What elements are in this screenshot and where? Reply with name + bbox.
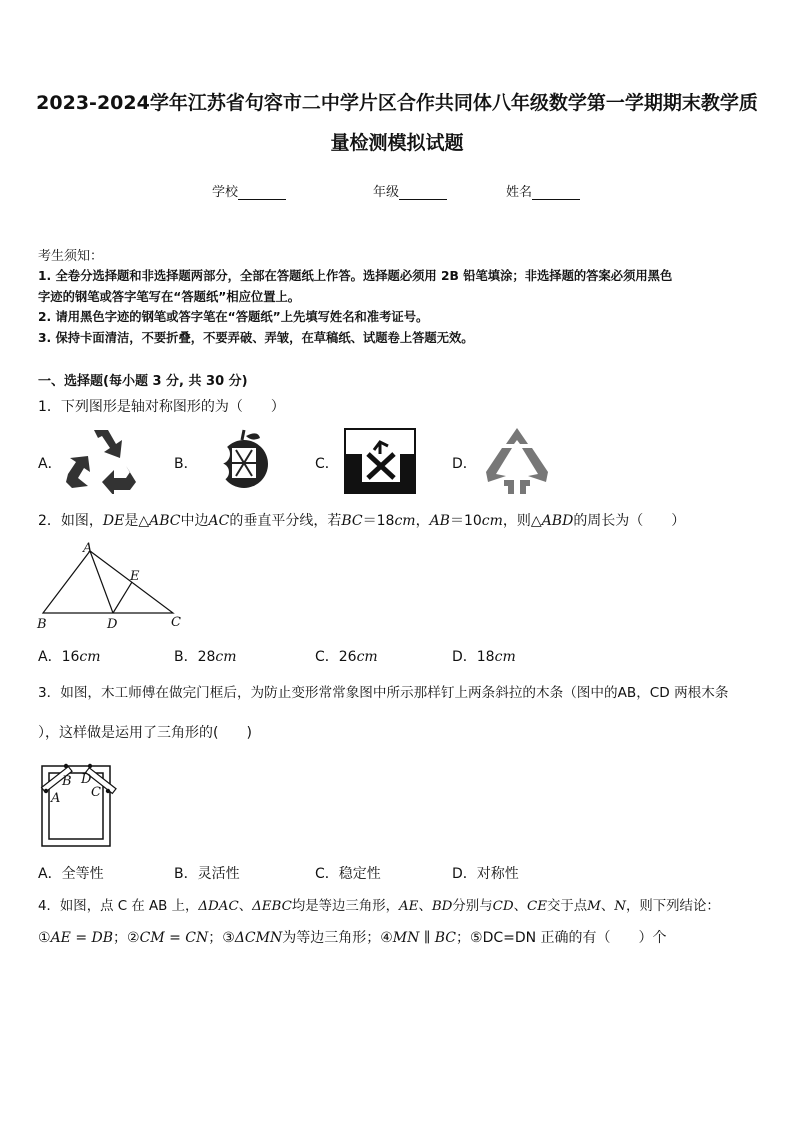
q2-stem	[38, 510, 685, 530]
q2-text: 是	[124, 513, 139, 529]
q2-value: ＝18	[362, 513, 395, 529]
eaten-apple-icon	[206, 428, 278, 494]
q2-text: ，	[415, 513, 430, 529]
triangle-arrows-logo-icon	[484, 426, 550, 496]
q2-option-a-text: A．16	[38, 649, 80, 665]
title-line-2: 量检测模拟试题	[330, 132, 464, 154]
q2-option-d	[452, 646, 516, 666]
q4-var-bd: BD	[431, 899, 453, 914]
q4-var-cd: CD	[492, 899, 514, 914]
q2-var-ab: AB	[429, 513, 450, 529]
notice-line-2: 2. 请用黑色字迹的钢笔或答字笔在“答题纸”上先填写姓名和准考证号。	[38, 310, 429, 324]
notice-line-1: 1. 全卷分选择题和非选择题两部分，全部在答题纸上作答。选择题必须用 2B 铅笔填涂；非选择题的答案必须用黑色	[38, 269, 673, 283]
q2-option-a-unit: cm	[79, 649, 101, 665]
notice-line-3: 3. 保持卡面清洁，不要折叠，不要弄破、弄皱，在草稿纸、试题卷上答题无效。	[38, 331, 474, 345]
q4-var-n: N	[614, 899, 626, 914]
grade-label: 年级	[373, 185, 400, 200]
q4-text: 分别与	[452, 899, 493, 914]
q4-text: 、	[238, 899, 253, 914]
q4-text: 、	[418, 899, 432, 914]
q3-option-d: D．对称性	[452, 866, 519, 882]
q2-unit: cm	[394, 513, 416, 529]
q4-claim-3: ΔCMN	[234, 930, 283, 946]
q4-claim-1: AE = DB	[50, 930, 114, 946]
notice-heading: 考生须知：	[38, 249, 104, 264]
name-field	[506, 181, 580, 200]
title-line-1: 2023-2024学年江苏省句容市二中学片区合作共同体八年级数学第一学期期末教学质	[36, 92, 758, 114]
q2-option-b-unit: cm	[215, 649, 237, 665]
notice-line-1b: 字迹的钢笔或答字笔写在“答题纸”相应位置上。	[38, 290, 301, 304]
q3-option-c: C．稳定性	[315, 866, 381, 882]
q4-text: ，则下列结论：	[626, 899, 720, 914]
q4-triangle-ebc: ΔEBC	[252, 899, 292, 914]
label-b: B	[62, 774, 72, 789]
q3-option-b: B．灵活性	[174, 866, 240, 882]
q4-var-ce: CE	[526, 899, 547, 914]
q2-text: 2．如图，	[38, 513, 103, 529]
q3-door-frame-figure	[36, 758, 122, 850]
label-c: C	[171, 615, 181, 630]
nail-b	[64, 764, 68, 768]
q2-text: 中边	[180, 513, 209, 529]
q2-option-b-text: B．28	[174, 649, 216, 665]
name-blank	[532, 185, 580, 200]
nail-a	[44, 789, 48, 793]
q1-stem: 1．下列图形是轴对称图形的为（ ）	[38, 399, 285, 415]
q2-triangle-abc: △ABC	[138, 513, 181, 529]
q2-option-d-unit: cm	[494, 649, 516, 665]
recycle-symbol-icon	[64, 426, 138, 494]
section-heading: 一、选择题(每小题 3 分, 共 30 分)	[38, 374, 248, 389]
label-a: A	[83, 541, 93, 556]
grade-field	[373, 181, 447, 200]
school-field	[212, 181, 286, 200]
q3-stem-line-1: 3．如图，木工师傅在做完门框后，为防止变形常常象图中所示那样钉上两条斜拉的木条（图中的AB，CD 两根木条	[38, 685, 729, 701]
q2-triangle-figure	[34, 540, 194, 632]
nail-d	[88, 764, 92, 768]
q4-var-m: M	[587, 899, 601, 914]
q4-stem-line-2	[38, 927, 667, 947]
q3-option-a: A．全等性	[38, 866, 104, 882]
q2-text: ，则	[502, 513, 531, 529]
label-a: A	[51, 791, 61, 806]
name-label: 姓名	[506, 185, 533, 200]
q1-option-b-label: B．	[174, 456, 198, 472]
q2-var-de: DE	[102, 513, 125, 529]
q4-var-ae: AE	[399, 899, 419, 914]
q4-text: 4．如图，点 C 在 AB 上，	[38, 899, 199, 914]
q2-option-c-text: C．26	[315, 649, 357, 665]
label-b: B	[37, 617, 47, 632]
q3-stem-line-2: ），这样做是运用了三角形的( )	[38, 725, 252, 741]
q2-option-c	[315, 646, 378, 666]
no-flower-sign-icon	[344, 428, 416, 494]
q4-text: ；③	[208, 930, 235, 946]
triangle-abc-shape	[43, 551, 173, 613]
q2-text: 的周长为（ ）	[573, 513, 686, 529]
q4-stem-line-1	[38, 895, 720, 914]
q4-text: 、	[513, 899, 527, 914]
label-d: D	[81, 772, 92, 787]
school-blank	[238, 185, 286, 200]
q2-option-b	[174, 646, 237, 666]
q4-text: 、	[600, 899, 615, 914]
q4-claim-4: MN ∥ BC	[392, 930, 457, 946]
grade-blank	[399, 185, 447, 200]
nail-c	[106, 789, 110, 793]
q2-option-d-text: D．18	[452, 649, 495, 665]
q2-triangle-abd: △ABD	[530, 513, 574, 529]
q4-triangle-dac: ΔDAC	[198, 899, 239, 914]
q4-text: ；②	[113, 930, 140, 946]
q2-var-ac: AC	[208, 513, 230, 529]
q4-text: 均是等边三角形，	[291, 899, 399, 914]
label-c: C	[91, 785, 101, 800]
q1-option-c-label: C．	[315, 456, 339, 472]
q2-option-a	[38, 646, 101, 666]
segment-de	[113, 582, 132, 613]
q4-text: ；⑤DC=DN 正确的有（ ）个	[456, 930, 667, 946]
q1-option-d-label: D．	[452, 456, 477, 472]
q2-option-c-unit: cm	[356, 649, 378, 665]
q1-option-a-label: A．	[38, 456, 62, 472]
q2-value: ＝10	[449, 513, 482, 529]
q4-text: 交于点	[547, 899, 588, 914]
q4-text: 为等边三角形；④	[282, 930, 393, 946]
label-e: E	[130, 569, 140, 584]
q2-var-bc: BC	[341, 513, 363, 529]
label-d: D	[107, 617, 118, 632]
q4-claim-2: CM = CN	[139, 930, 209, 946]
q2-unit: cm	[481, 513, 503, 529]
q4-text: ①	[38, 930, 51, 946]
school-label: 学校	[212, 185, 239, 200]
q2-text: 的垂直平分线，若	[229, 513, 342, 529]
